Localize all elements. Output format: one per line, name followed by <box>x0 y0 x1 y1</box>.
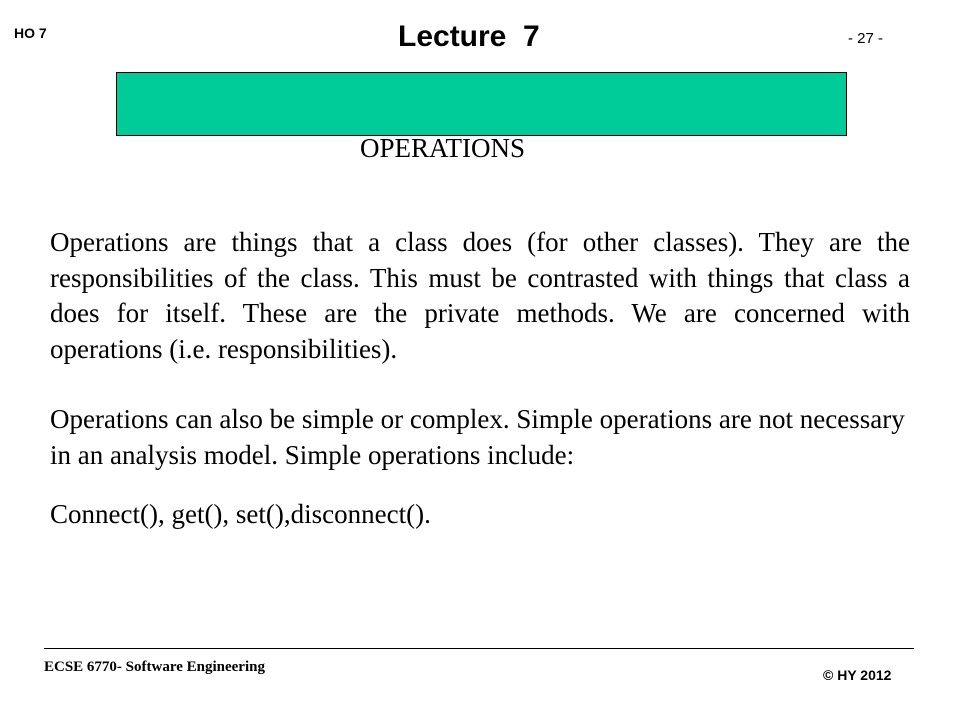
footer-course-name: ECSE 6770- Software Engineering <box>44 659 265 675</box>
title-banner-box <box>116 72 847 136</box>
paragraph-simple-complex: Operations can also be simple or complex. Simple operations are not necessary in an analysis model. Simple operations include: <box>50 404 905 470</box>
footer-divider <box>44 648 914 649</box>
footer-copyright: © HY 2012 <box>823 667 892 683</box>
paragraph-simple-examples: Connect(), get(), set(),disconnect(). <box>50 499 431 529</box>
handout-number: HO 7 <box>14 25 47 41</box>
section-heading: OPERATIONS <box>360 133 526 163</box>
page-number: - 27 - <box>848 30 884 47</box>
paragraph-operations-definition: Operations are things that a class does (for other classes). They are the responsibilities of the class. This must be contrasted with things that class a does for itself. These are the private methods. We are concerned with operations (i.e. responsibilities). <box>50 227 910 364</box>
lecture-title: Lecture 7 <box>398 20 540 53</box>
